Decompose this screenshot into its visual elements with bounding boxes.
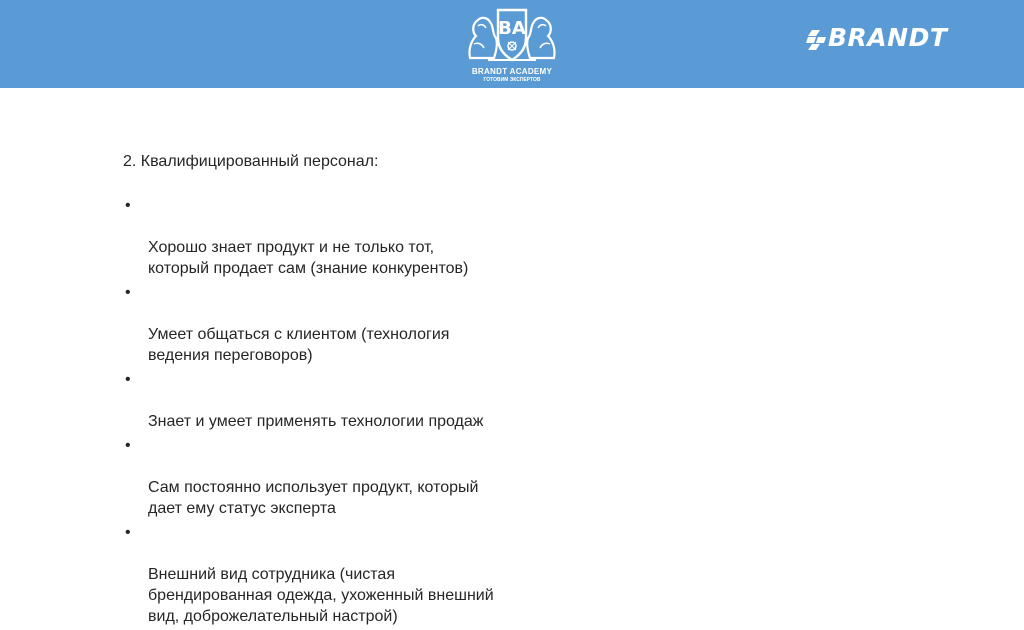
brandt-logo xyxy=(806,23,986,54)
svg-text:BA: BA xyxy=(498,18,526,39)
bullet-text: Умеет общаться с клиентом (технология ведения переговоров) xyxy=(148,326,450,364)
bullet-text: Внешний вид сотрудника (чистая брендированная одежда, ухоженный внешний вид, доброжелательный настрой) xyxy=(148,566,494,625)
bullet-item xyxy=(123,522,553,627)
academy-name: BRANDT ACADEMY xyxy=(471,67,553,76)
brandt-wordmark: BRANDT xyxy=(828,23,948,52)
bullet-symbol: • xyxy=(125,284,131,301)
bullet-list xyxy=(123,195,553,627)
bullet-item xyxy=(123,282,553,366)
bullet-text: Хорошо знает продукт и не только тот, который продает сам (знание конкурентов) xyxy=(148,239,469,277)
bullet-symbol: • xyxy=(125,371,131,388)
slide-content xyxy=(123,151,553,630)
bullet-text: Знает и умеет применять технологии продаж xyxy=(148,413,484,430)
header-band xyxy=(0,0,1024,88)
bullet-symbol: • xyxy=(125,437,131,454)
bullet-item xyxy=(123,435,553,519)
bullet-symbol: • xyxy=(125,197,131,214)
academy-logo xyxy=(452,4,572,84)
bullet-item xyxy=(123,195,553,279)
lion-crest-icon xyxy=(464,4,560,64)
bullet-text: Сам постоянно использует продукт, который дает ему статус эксперта xyxy=(148,479,479,517)
bullet-item xyxy=(123,369,553,432)
brandt-chevron-icon xyxy=(806,30,828,50)
section-heading: 2. Квалифицированный персонал: xyxy=(123,153,379,170)
bullet-symbol: • xyxy=(125,524,131,541)
academy-tagline: ГОТОВИМ ЭКСПЕРТОВ xyxy=(483,77,541,83)
